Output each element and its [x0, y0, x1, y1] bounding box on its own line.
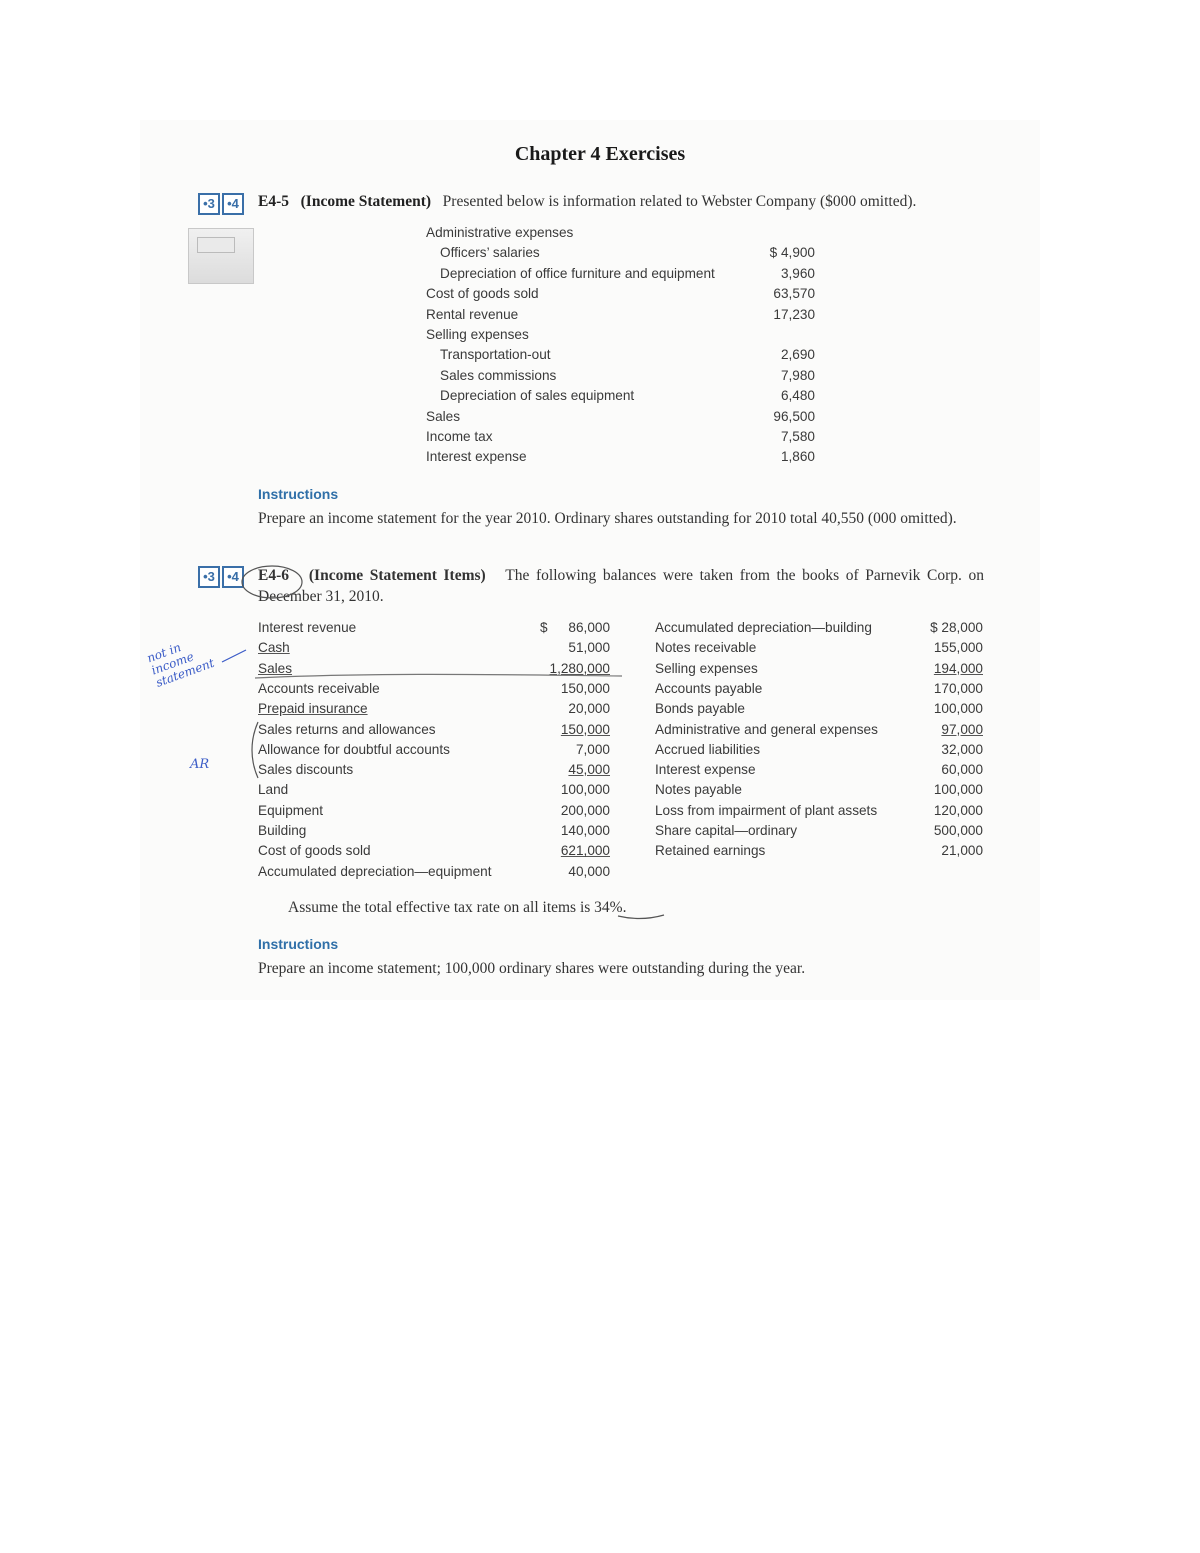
ex2-right-value: 100,000: [933, 782, 983, 798]
ex1-row-label: Depreciation of office furniture and equipment: [440, 265, 715, 281]
ex2-left-value: 45,000: [568, 762, 610, 778]
ex2-tax-note: Assume the total effective tax rate on all items is 34%.: [288, 899, 627, 916]
page-title: Chapter 4 Exercises: [514, 143, 686, 165]
ex1-row-value: 2,690: [780, 347, 815, 363]
ex2-left-label: Allowance for doubtful accounts: [258, 741, 450, 757]
ex1-row-label: Officers’ salaries: [440, 245, 540, 261]
ex2-left-label: Sales returns and allowances: [258, 721, 436, 737]
ex2-right-value: 194,000: [933, 660, 983, 676]
ex2-intro: The following balances were taken from the books of Parnevik Corp. on December 31, 2010.: [258, 567, 985, 605]
ex2-left-label: Land: [258, 782, 289, 798]
ex2-badge-3: •3: [198, 566, 220, 588]
ex2-heading: (Income Statement Items): [308, 567, 486, 584]
ex2-right-value: 60,000: [941, 762, 983, 778]
ex2-left-value: 40,000: [568, 863, 610, 879]
ex2-right-label: Administrative and general expenses: [655, 721, 878, 737]
ex2-left-value: 200,000: [560, 802, 610, 818]
ex1-row-label: Interest expense: [426, 449, 527, 465]
ex2-badge-4: •4: [222, 566, 244, 588]
ex1-instructions: Prepare an income statement for the year 2010. Ordinary shares outstanding for 2010 total 40,550 (000 omitted).: [258, 510, 957, 527]
ex1-badges: [198, 193, 244, 215]
ex2-header: [258, 565, 984, 607]
ex2-right-label: Loss from impairment of plant assets: [655, 802, 878, 818]
ex2-right-label: Selling expenses: [655, 660, 758, 676]
ex2-left-value: 140,000: [560, 823, 610, 838]
ex2-left-label: Cost of goods sold: [258, 843, 371, 859]
ex1-row-label: Depreciation of sales equipment: [440, 388, 635, 404]
ex2-left-currency: $: [540, 620, 548, 635]
ex1-row-label: Income tax: [426, 429, 493, 444]
ex2-right-label: Accounts payable: [655, 680, 763, 696]
ex2-right-value: 21,000: [941, 843, 983, 859]
ex2-number: E4-6: [258, 567, 289, 584]
ex1-badge-4: •4: [222, 193, 244, 215]
ex2-right-value: 120,000: [933, 802, 983, 818]
ex2-left-value: 7,000: [575, 741, 610, 757]
ex2-right-label: Retained earnings: [655, 843, 766, 859]
ex2-right-label: Accumulated depreciation—building: [655, 620, 872, 635]
ex2-left-value: 1,280,000: [549, 660, 610, 676]
ex2-left-value: 51,000: [568, 640, 610, 656]
ex2-left-value: 20,000: [568, 701, 610, 717]
ex2-left-label: Accounts receivable: [258, 680, 380, 696]
handwritten-ar-note: AR: [190, 757, 210, 772]
ex1-row-value: 6,480: [780, 388, 815, 404]
ex2-right-label: Notes payable: [655, 782, 742, 798]
ex2-right-label: Share capital—ordinary: [655, 823, 798, 838]
ex1-badge-3: •3: [198, 193, 220, 215]
ex2-right-value: 500,000: [933, 823, 983, 838]
ex1-row-label: Administrative expenses: [426, 225, 574, 240]
ex2-left-label: Sales discounts: [258, 762, 354, 778]
ex2-right-label: Bonds payable: [655, 701, 745, 717]
ex2-left-label: Equipment: [258, 802, 323, 818]
ex1-instructions-heading: Instructions: [258, 486, 339, 502]
ex1-row-label: Selling expenses: [426, 327, 529, 342]
ex2-right-value: 97,000: [941, 721, 983, 737]
ex1-row-value: 7,980: [780, 367, 815, 383]
ex1-heading: (Income Statement): [300, 193, 432, 210]
ex1-row-value: 96,500: [773, 408, 815, 424]
ex1-intro: Presented below is information related to Webster Company ($000 omitted).: [442, 193, 917, 210]
ex1-row-value: 1,860: [780, 449, 815, 465]
ex1-row-value: 7,580: [780, 429, 815, 444]
ex2-right-label: Interest expense: [655, 762, 756, 778]
ex2-right-value: 32,000: [941, 741, 983, 757]
ex1-row-label: Cost of goods sold: [426, 286, 539, 302]
ex2-left-value: 100,000: [560, 782, 610, 798]
ex2-left-label: Interest revenue: [258, 620, 357, 635]
ex1-row-value: $ 4,900: [769, 245, 815, 261]
ex2-left-label: Building: [258, 823, 307, 838]
ex2-right-label: Accrued liabilities: [655, 741, 761, 757]
ex2-right-label: Notes receivable: [655, 640, 757, 656]
ex1-header: [258, 193, 998, 211]
ex2-right-value: 100,000: [933, 701, 983, 717]
ex2-right-value: 170,000: [933, 680, 983, 696]
handwritten-margin-note: not in income statement: [145, 640, 217, 690]
ex1-row-value: 17,230: [773, 306, 815, 322]
ex1-row-label: Rental revenue: [426, 306, 519, 322]
ex2-left-label: Sales: [258, 660, 293, 676]
ex2-instructions: Prepare an income statement; 100,000 ordinary shares were outstanding during the year.: [258, 960, 806, 977]
ex2-left-value: 86,000: [568, 620, 610, 635]
ex2-left-value: 150,000: [560, 721, 610, 737]
ex1-row-label: Sales: [426, 408, 461, 424]
spreadsheet-icon: [188, 228, 254, 284]
ex1-number: E4-5: [258, 193, 289, 210]
ex1-row-value: 63,570: [773, 286, 815, 302]
ex2-left-label: Prepaid insurance: [258, 701, 368, 717]
ex2-left-value: 150,000: [560, 680, 610, 696]
ex1-row-label: Sales commissions: [440, 367, 557, 383]
ex1-row-label: Transportation-out: [440, 347, 551, 363]
ex2-left-value: 621,000: [560, 843, 610, 859]
ex1-row-value: 3,960: [780, 265, 815, 281]
ex2-left-label: Accumulated depreciation—equipment: [258, 863, 492, 879]
ex2-right-value: $ 28,000: [930, 620, 983, 635]
ex2-left-label: Cash: [258, 640, 290, 656]
ex2-right-value: 155,000: [933, 640, 983, 656]
ex2-badges: [198, 566, 244, 588]
ex2-instructions-heading: Instructions: [258, 936, 339, 952]
